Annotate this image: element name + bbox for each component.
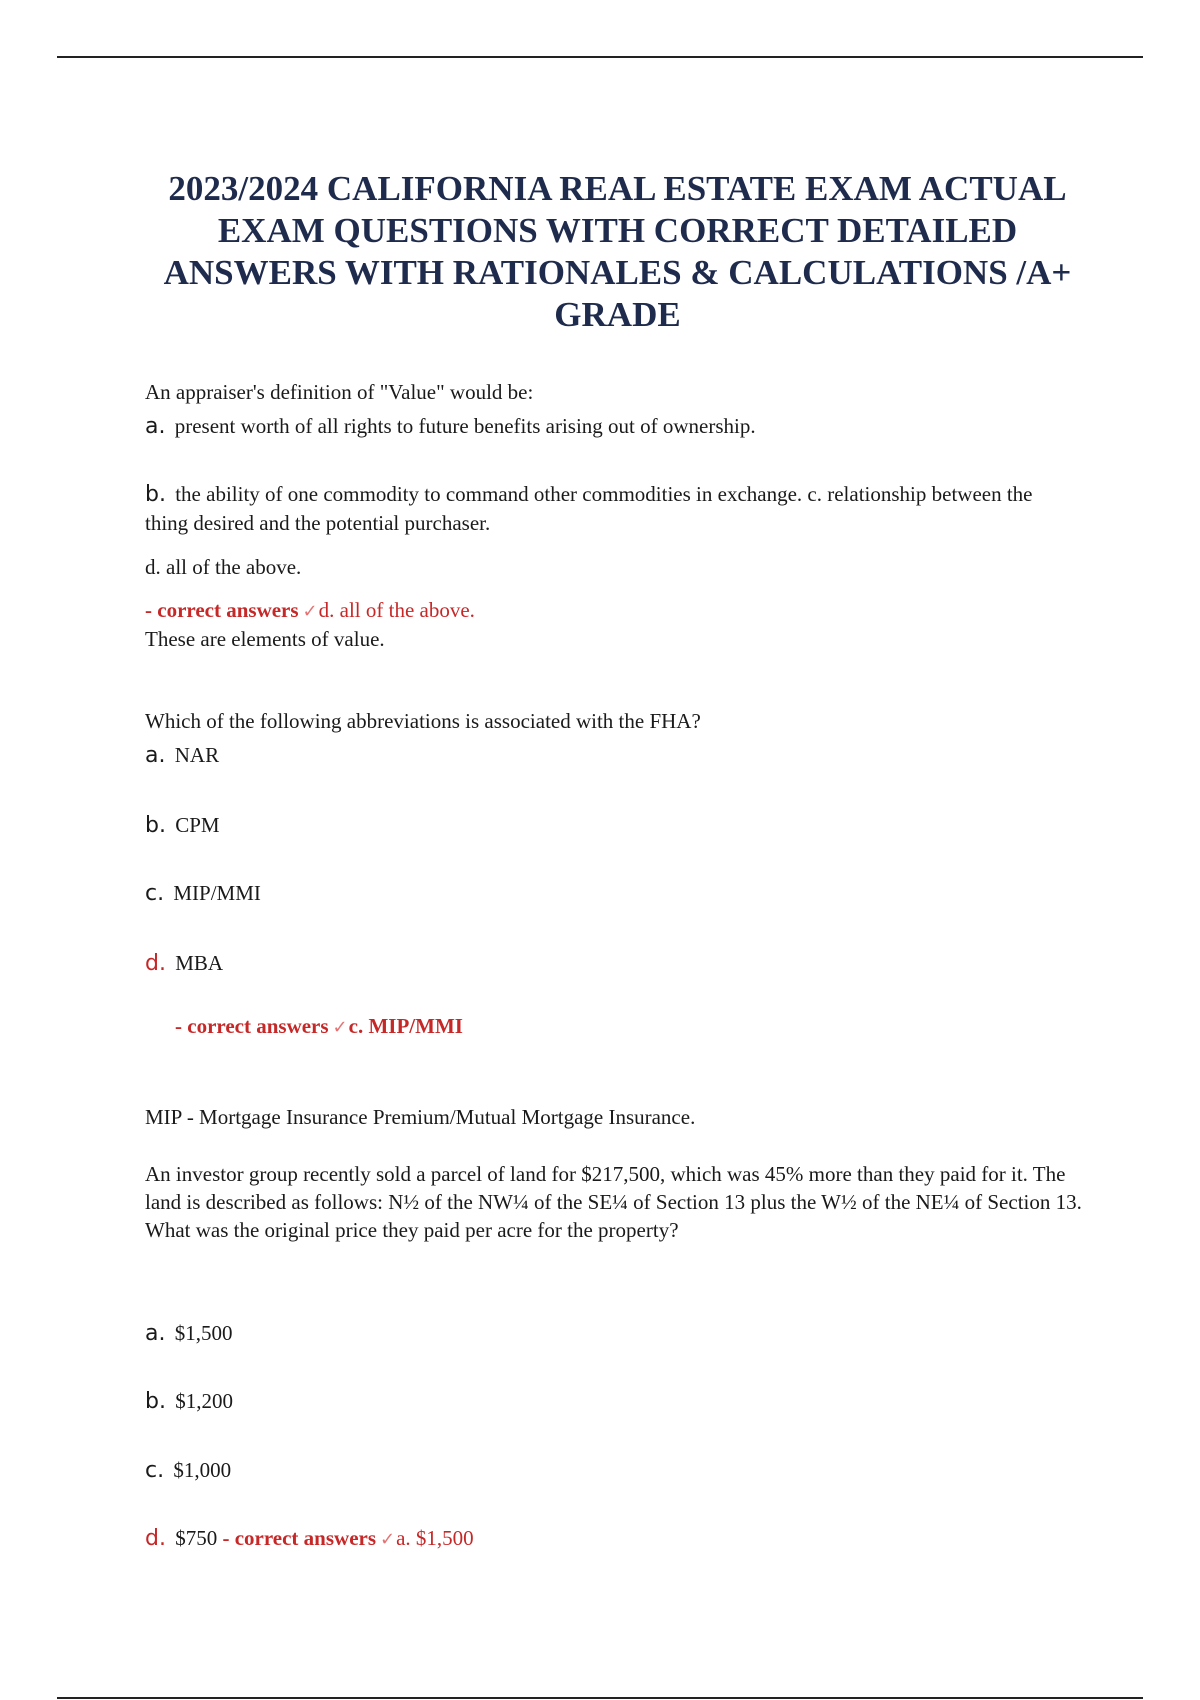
q1-answer-text: d. all of the above. xyxy=(318,598,475,622)
q3-option-d-text: $750 xyxy=(175,1526,218,1550)
q2-option-a-letter: a. xyxy=(145,743,166,768)
q2-option-a-text: NAR xyxy=(174,743,220,767)
q2-option-b-text: CPM xyxy=(175,813,220,837)
check-icon: ✓ xyxy=(332,1017,348,1038)
q2-question: Which of the following abbreviations is associated with the FHA? xyxy=(145,709,701,733)
q3-question: An investor group recently sold a parcel of land for $217,500, which was 45% more than they paid for it. The land is described as follows: N½ of the NW¼ of the SE¼ of Section 13 plus the W½ of the NE¼ of Section 13. What was the original price they paid per acre for the property? xyxy=(145,1162,1082,1242)
q2-option-d-text: MBA xyxy=(175,951,224,975)
q1-rationale: These are elements of value. xyxy=(145,627,385,651)
q2-option-c xyxy=(145,879,261,908)
q1-question: An appraiser's definition of "Value" would be: xyxy=(145,380,534,404)
q2-correct-answer xyxy=(175,1012,463,1042)
q3-option-a xyxy=(145,1319,232,1348)
q3-answer-label: - correct answers xyxy=(222,1526,377,1550)
q3-option-b-letter: b. xyxy=(145,1389,166,1414)
q3-option-c-text: $1,000 xyxy=(173,1458,232,1482)
q2-answer-text: c. MIP/MMI xyxy=(348,1014,463,1038)
q1-option-a-letter: a. xyxy=(145,414,166,439)
q2-option-c-letter: c. xyxy=(145,881,165,906)
q3-option-c-letter: c. xyxy=(145,1458,165,1483)
q2-option-d xyxy=(145,949,223,978)
q1-option-b-text: the ability of one commodity to command other commodities in exchange. c. relationship between the thing desired and the potential purchaser. xyxy=(145,482,1033,535)
q1-option-a-text: present worth of all rights to future benefits arising out of ownership. xyxy=(174,414,756,438)
q3-correct-answer xyxy=(222,1526,473,1550)
top-rule xyxy=(57,56,1143,58)
q1-answer-label: - correct answers xyxy=(145,598,299,622)
q3-option-b xyxy=(145,1387,233,1416)
q2-rationale: MIP - Mortgage Insurance Premium/Mutual Mortgage Insurance. xyxy=(145,1105,696,1129)
q3-option-b-text: $1,200 xyxy=(175,1389,233,1413)
q1-option-a xyxy=(145,412,756,441)
q3-option-a-letter: a. xyxy=(145,1321,166,1346)
q1-option-b xyxy=(145,480,1075,537)
q2-option-b-letter: b. xyxy=(145,813,166,838)
q2-option-b xyxy=(145,811,220,840)
q2-option-c-text: MIP/MMI xyxy=(173,881,261,905)
q1-option-b-letter: b. xyxy=(145,482,166,507)
q3-answer-text: a. $1,500 xyxy=(396,1526,474,1550)
check-icon: ✓ xyxy=(380,1529,396,1550)
q3-option-d xyxy=(145,1524,474,1554)
q2-option-d-letter: d. xyxy=(145,951,166,976)
q1-correct-answer xyxy=(145,596,475,626)
q3-option-a-text: $1,500 xyxy=(174,1321,233,1345)
q2-answer-label: - correct answers xyxy=(175,1014,329,1038)
q1-option-d: d. all of the above. xyxy=(145,555,302,579)
check-icon: ✓ xyxy=(302,601,318,622)
q2-option-a xyxy=(145,741,219,770)
document-title: 2023/2024 CALIFORNIA REAL ESTATE EXAM ACTUAL EXAM QUESTIONS WITH CORRECT DETAILED ANSWERS WITH RATIONALES & CALCULATIONS /A+ GRADE xyxy=(163,169,1072,334)
bottom-rule xyxy=(57,1697,1143,1699)
q3-option-c xyxy=(145,1456,231,1485)
q3-option-d-letter: d. xyxy=(145,1526,166,1551)
